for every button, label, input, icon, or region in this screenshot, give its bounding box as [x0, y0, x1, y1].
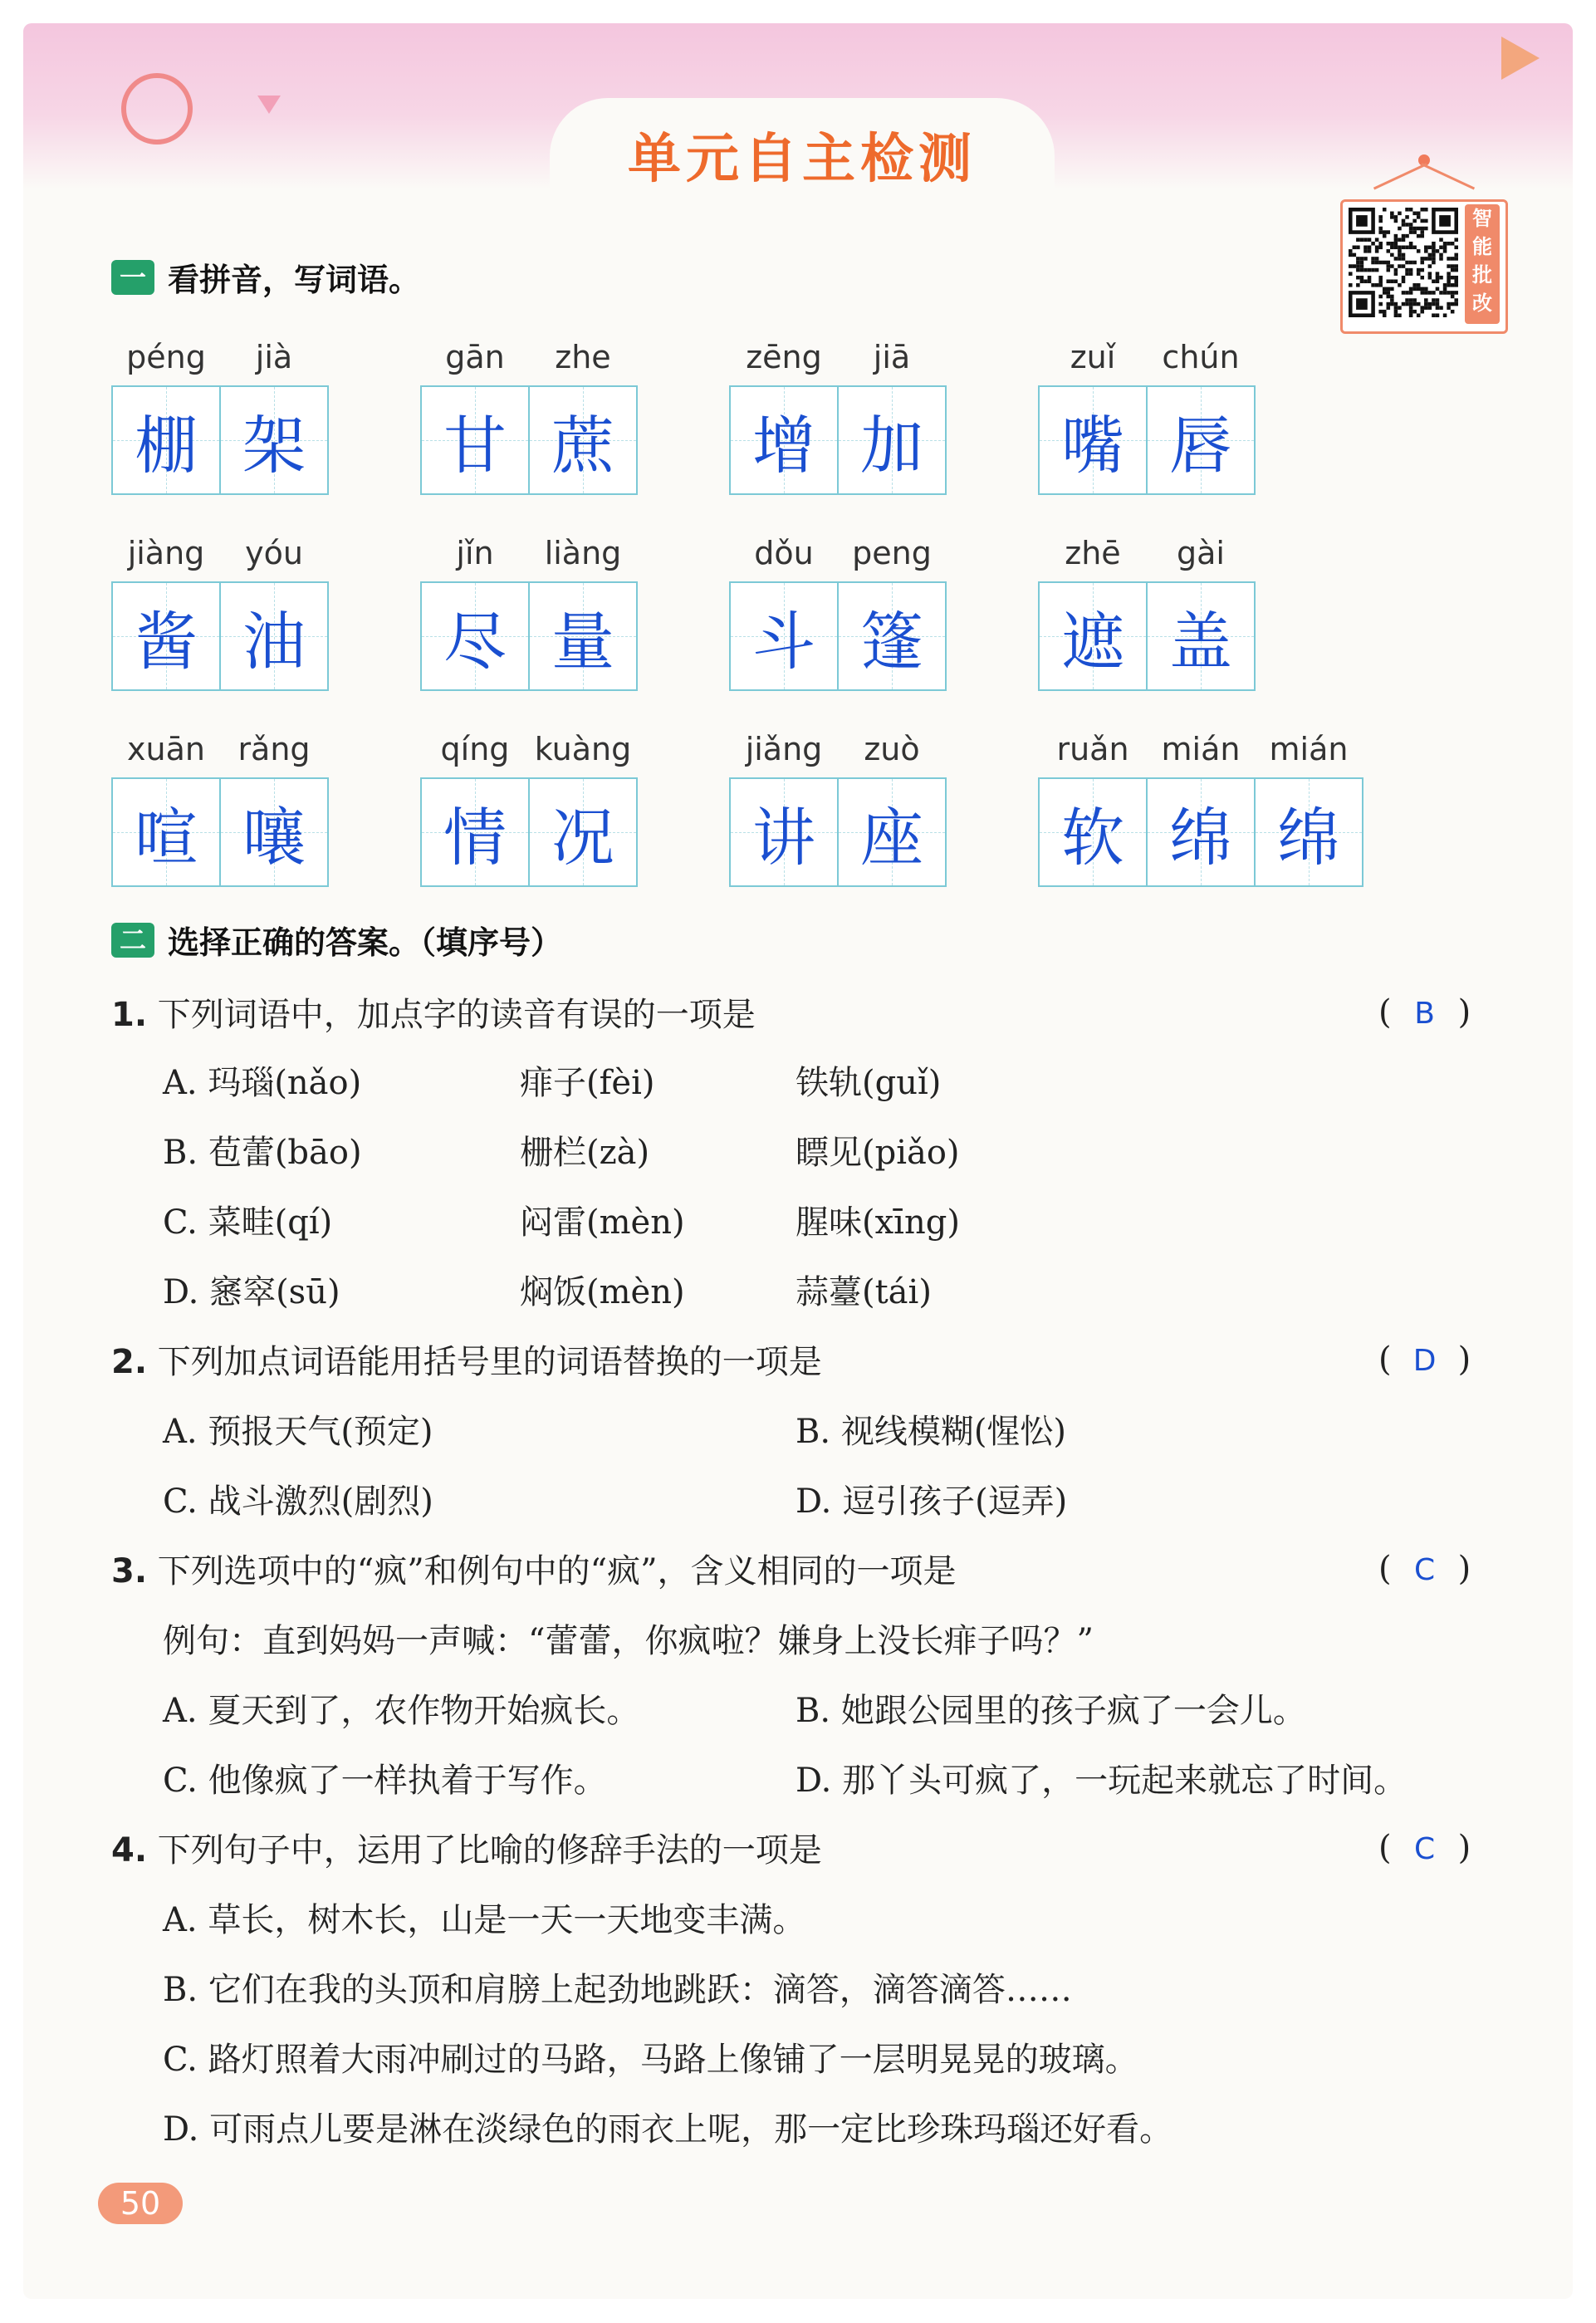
char-boxes [420, 581, 636, 691]
option-cell: A. 玛瑙(nǎo) [163, 1064, 362, 1102]
section-badge: 一 [111, 260, 154, 295]
pinyin-syllable: yóu [245, 535, 303, 571]
written-char: 油 [242, 604, 306, 679]
written-char: 酱 [135, 604, 198, 679]
pinyin-syllable: mián [1269, 731, 1349, 767]
char-boxes [420, 385, 636, 495]
question-3-stem [111, 1545, 957, 1592]
char-box[interactable] [528, 385, 638, 495]
option-cell: 铁轨(guǐ) [796, 1064, 942, 1102]
char-box[interactable] [528, 777, 638, 887]
page-title: 单元自主检测 [628, 129, 977, 190]
pinyin-syllable: gài [1177, 535, 1225, 571]
qr-label-char: 改 [1472, 292, 1492, 315]
question-text: 下列选项中的“疯”和例句中的“疯”，含义相同的一项是 [157, 1552, 957, 1590]
pinyin-syllable: jiǎng [745, 731, 823, 767]
pinyin-syllable: péng [126, 339, 206, 375]
answer-bracket[interactable]: ( D ) [1378, 1340, 1471, 1379]
char-box[interactable] [729, 385, 839, 495]
written-char: 架 [242, 408, 306, 483]
written-char: 斗 [752, 604, 815, 679]
char-boxes [729, 581, 945, 691]
written-char: 增 [752, 408, 815, 483]
written-char: 绵 [1277, 800, 1340, 875]
pinyin-syllable: zhē [1065, 535, 1121, 571]
char-box[interactable] [111, 777, 221, 887]
option-cell: A. 预报天气(预定) [163, 1413, 433, 1451]
option-cell: C. 菜畦(qí) [163, 1203, 333, 1242]
char-boxes [420, 777, 636, 887]
word-0 [111, 339, 327, 495]
pinyin-syllable: zuò [864, 731, 920, 767]
section-1-heading [111, 254, 420, 300]
answer-value: D [1412, 1344, 1437, 1378]
word-3 [1038, 339, 1254, 495]
char-box[interactable] [729, 581, 839, 691]
char-box[interactable] [1146, 385, 1256, 495]
option-cell: D. 那丫头可疯了，一玩起来就忘了时间。 [796, 1762, 1408, 1800]
char-boxes [729, 777, 945, 887]
option-cell: D. 窸窣(sū) [163, 1273, 340, 1311]
example-sentence: 例句：直到妈妈一声喊：“蕾蕾，你疯啦？嫌身上没长痱子吗？” [163, 1622, 1094, 1660]
char-box[interactable] [420, 581, 530, 691]
char-box[interactable] [219, 581, 329, 691]
char-boxes [111, 385, 327, 495]
char-box[interactable] [837, 385, 947, 495]
word-6 [729, 535, 945, 691]
option-cell: B. 她跟公园里的孩子疯了一会儿。 [796, 1692, 1306, 1730]
char-box[interactable] [420, 385, 530, 495]
written-char: 蔗 [551, 408, 614, 483]
written-char: 绵 [1169, 800, 1232, 875]
question-1-stem [111, 988, 756, 1036]
written-char: 讲 [752, 800, 815, 875]
option-cell: 闷雷(mèn) [520, 1203, 685, 1242]
pinyin-syllable: ruǎn [1056, 731, 1129, 767]
pinyin-syllable: rǎng [237, 731, 311, 767]
option-line: D. 可雨点儿要是淋在淡绿色的雨衣上呢，那一定比珍珠玛瑙还好看。 [163, 2110, 1173, 2149]
triangle-right-decoration [1501, 37, 1540, 80]
word-4 [111, 535, 327, 691]
section-title: 选择正确的答案。（填序号） [168, 924, 563, 961]
written-char: 棚 [135, 408, 198, 483]
question-number: 2. [111, 1343, 148, 1381]
char-box[interactable] [111, 581, 221, 691]
char-boxes [729, 385, 945, 495]
option-cell: C. 战斗激烈(剧烈) [163, 1483, 433, 1521]
written-char: 况 [551, 800, 614, 875]
option-cell: 瞟见(piǎo) [796, 1134, 960, 1172]
section-2-heading [111, 917, 562, 963]
word-5 [420, 535, 636, 691]
written-char: 量 [551, 604, 614, 679]
pinyin-syllable: mián [1161, 731, 1241, 767]
char-box[interactable] [219, 777, 329, 887]
char-box[interactable] [528, 581, 638, 691]
question-2-stem [111, 1335, 822, 1383]
char-box[interactable] [1146, 581, 1256, 691]
pinyin-syllable: gān [445, 339, 505, 375]
question-text: 下列词语中，加点字的读音有误的一项是 [157, 996, 756, 1034]
char-box[interactable] [1146, 777, 1256, 887]
written-char: 软 [1061, 800, 1124, 875]
triangle-down-decoration [257, 96, 281, 114]
written-char: 加 [860, 408, 923, 483]
option-cell: A. 夏天到了，农作物开始疯长。 [163, 1692, 640, 1730]
pinyin-syllable: jiàng [127, 535, 205, 571]
answer-value: C [1414, 1553, 1436, 1587]
qr-label-char: 能 [1472, 235, 1492, 258]
word-2 [729, 339, 945, 495]
written-char: 座 [860, 800, 923, 875]
char-box[interactable] [219, 385, 329, 495]
written-char: 嘴 [1061, 408, 1124, 483]
char-box[interactable] [420, 777, 530, 887]
answer-bracket[interactable]: ( C ) [1378, 1829, 1471, 1867]
option-cell: 栅栏(zà) [520, 1134, 650, 1172]
written-char: 盖 [1169, 604, 1232, 679]
char-boxes [1038, 777, 1362, 887]
char-box[interactable] [1254, 777, 1363, 887]
section-title: 看拼音，写词语。 [168, 262, 421, 298]
pinyin-syllable: chún [1162, 339, 1240, 375]
char-boxes [1038, 581, 1254, 691]
word-9 [420, 731, 636, 887]
answer-bracket[interactable]: ( C ) [1378, 1550, 1471, 1588]
pinyin-syllable: zhe [555, 339, 611, 375]
circle-decoration [121, 73, 193, 145]
pinyin-syllable: liàng [544, 535, 622, 571]
pinyin-syllable: xuān [127, 731, 205, 767]
word-8 [111, 731, 327, 887]
qr-label [1465, 204, 1500, 324]
pinyin-syllable: qíng [440, 731, 510, 767]
option-line: A. 草长，树木长，山是一天一天地变丰满。 [163, 1901, 806, 1939]
option-cell: 痱子(fèi) [520, 1064, 655, 1102]
option-cell: B. 苞蕾(bāo) [163, 1134, 362, 1172]
qr-label-char: 智 [1472, 207, 1492, 230]
char-box[interactable] [1038, 581, 1148, 691]
pinyin-syllable: jiā [873, 339, 911, 375]
answer-value: B [1414, 997, 1435, 1031]
pinyin-syllable: zuǐ [1070, 339, 1116, 375]
option-cell: 蒜薹(tái) [796, 1273, 932, 1311]
question-number: 3. [111, 1552, 148, 1590]
page-number: 50 [98, 2183, 183, 2224]
written-char: 嚷 [242, 800, 306, 875]
qr-label-char: 批 [1472, 263, 1492, 287]
pinyin-syllable: dǒu [754, 535, 814, 571]
option-cell: C. 他像疯了一样执着于写作。 [163, 1762, 607, 1800]
word-11 [1038, 731, 1362, 887]
question-4-stem [111, 1824, 822, 1871]
char-box[interactable] [111, 385, 221, 495]
section-badge: 二 [111, 923, 154, 958]
char-box[interactable] [1038, 777, 1148, 887]
option-line: B. 它们在我的头顶和肩膀上起劲地跳跃：滴答，滴答滴答…… [163, 1971, 1072, 2009]
char-box[interactable] [837, 777, 947, 887]
question-text: 下列加点词语能用括号里的词语替换的一项是 [157, 1343, 822, 1381]
word-7 [1038, 535, 1254, 691]
pinyin-syllable: jǐn [456, 535, 494, 571]
char-boxes [111, 777, 327, 887]
answer-bracket[interactable]: ( B ) [1378, 993, 1471, 1032]
question-text: 下列句子中，运用了比喻的修辞手法的一项是 [157, 1831, 822, 1870]
option-line: C. 路灯照着大雨冲刷过的马路，马路上像铺了一层明晃晃的玻璃。 [163, 2041, 1138, 2079]
written-char: 喧 [135, 800, 198, 875]
option-cell: 腥味(xīng) [796, 1203, 960, 1242]
option-cell: 焖饭(mèn) [520, 1273, 685, 1311]
written-char: 甘 [443, 408, 507, 483]
word-1 [420, 339, 636, 495]
pinyin-syllable: kuàng [534, 731, 632, 767]
answer-value: C [1414, 1832, 1436, 1866]
char-boxes [111, 581, 327, 691]
written-char: 尽 [443, 604, 507, 679]
question-number: 4. [111, 1831, 148, 1870]
qr-code-icon[interactable] [1349, 208, 1458, 317]
option-cell: D. 逗引孩子(逗弄) [796, 1483, 1068, 1521]
option-cell: B. 视线模糊(惺忪) [796, 1413, 1067, 1451]
written-char: 篷 [860, 604, 923, 679]
question-number: 1. [111, 996, 148, 1034]
pinyin-syllable: peng [852, 535, 932, 571]
char-boxes [1038, 385, 1254, 495]
char-box[interactable] [837, 581, 947, 691]
written-char: 情 [443, 800, 507, 875]
char-box[interactable] [1038, 385, 1148, 495]
pinyin-syllable: zēng [746, 339, 822, 375]
written-char: 遮 [1061, 604, 1124, 679]
written-char: 唇 [1169, 408, 1232, 483]
char-box[interactable] [729, 777, 839, 887]
pinyin-syllable: jià [255, 339, 293, 375]
word-10 [729, 731, 945, 887]
